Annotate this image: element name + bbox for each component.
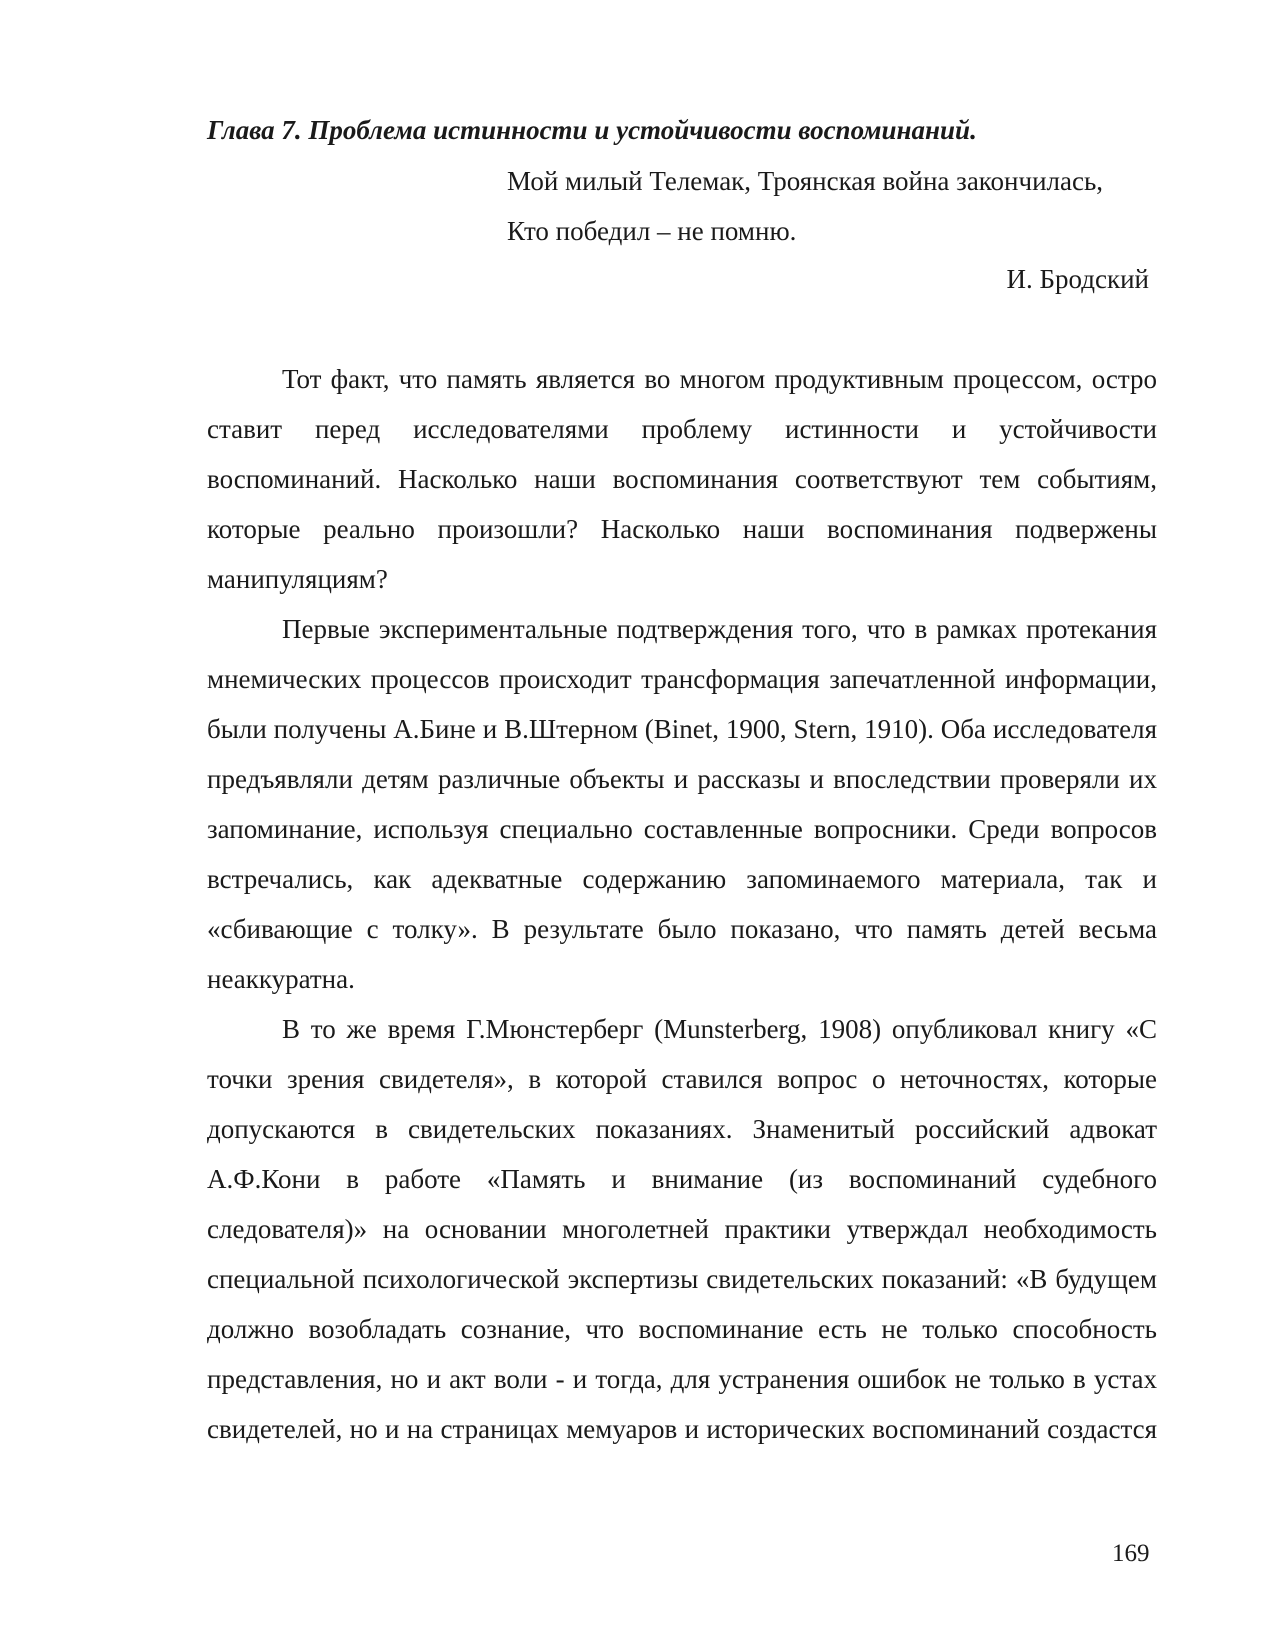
document-page <box>207 112 1157 1454</box>
chapter-title: Глава 7. Проблема истинности и устойчивости воспоминаний. <box>207 115 977 145</box>
epigraph-author: И. Бродский <box>1006 264 1149 294</box>
paragraph: В то же время Г.Мюнстерберг (Munsterberg, 1908) опубликовал книгу «С точки зрения свидетеля», в которой ставился вопрос о неточностях, которые допускаются в свидетельских показаниях. Знаменитый российский адвокат А.Ф.Кони в работе «Память и внимание (из воспоминаний судебного следователя)» на основании многолетней практики утверждал необходимость специальной психологической экспертизы свидетельских показаний: «В будущем должно возобладать сознание, что воспоминание есть не только способность представления, но и акт воли - и тогда, для устранения ошибок не только в устах свидетелей, но и на страницах мемуаров и исторических воспоминаний создастся <box>207 1014 1157 1444</box>
epigraph <box>507 156 1157 256</box>
body-text <box>207 354 1157 1454</box>
paragraph: Первые экспериментальные подтверждения того, что в рамках протекания мнемических процессов происходит трансформация запечатленной информации, были получены А.Бине и В.Штерном (Binet, 1900, Stern, 1910). Оба исследователя предъявляли детям различные объекты и рассказы и впоследствии проверяли их запоминание, используя специально составленные вопросники. Среди вопросов встречались, как адекватные содержанию запоминаемого материала, так и «сбивающие с толку». В результате было показано, что память детей весьма неаккуратна. <box>207 614 1157 994</box>
epigraph-line: Кто победил – не помню. <box>507 216 797 246</box>
paragraph: Тот факт, что память является во многом продуктивным процессом, остро ставит перед исследователями проблему истинности и устойчивости воспоминаний. Насколько наши воспоминания соответствуют тем событиям, которые реально произошли? Насколько наши воспоминания подвержены манипуляциям? <box>207 364 1157 594</box>
page-number: 169 <box>1112 1540 1150 1567</box>
epigraph-line: Мой милый Телемак, Троянская война закончилась, <box>507 166 1104 196</box>
